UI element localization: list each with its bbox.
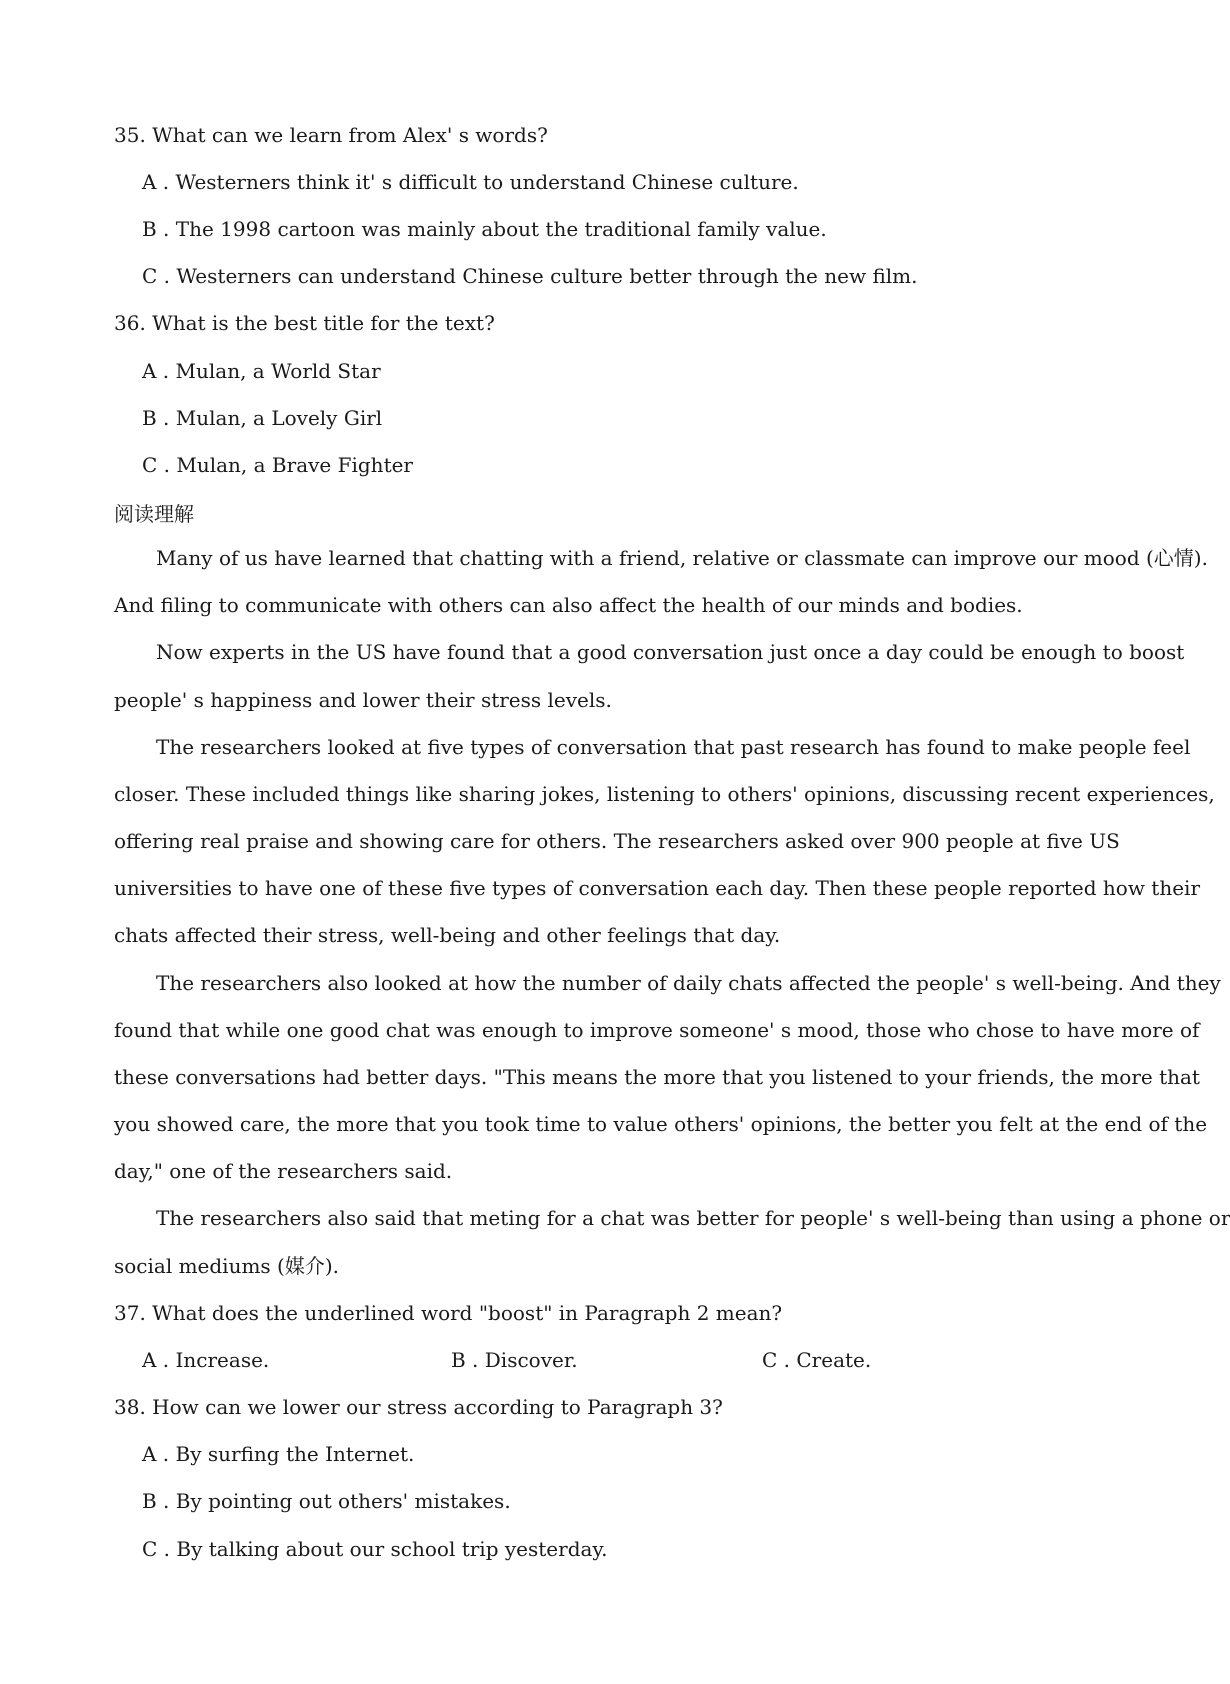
question-37-stem: 37. What does the underlined word "boost" in Paragraph 2 mean? [114,1301,783,1325]
question-37-option-b: B . Discover. [451,1348,578,1372]
passage-line: people' s happiness and lower their stress levels. [114,688,612,712]
question-35-stem: 35. What can we learn from Alex' s words? [114,123,548,147]
passage-line: day," one of the researchers said. [114,1159,453,1183]
question-37-option-a: A . Increase. [142,1348,270,1372]
question-36-option-c: C . Mulan, a Brave Fighter [142,453,413,477]
passage-line: Many of us have learned that chatting with a friend, relative or classmate can improve our mood (心情). [156,546,1208,570]
passage-line: social mediums (媒介). [114,1254,340,1278]
passage-line: these conversations had better days. "This means the more that you listened to your friends, the more that [114,1065,1200,1089]
passage-line: The researchers also looked at how the number of daily chats affected the people' s well-being. And they [156,971,1221,995]
passage-line: offering real praise and showing care for others. The researchers asked over 900 people at five US [114,829,1120,853]
question-36-option-a: A . Mulan, a World Star [142,359,381,383]
question-35-option-b: B . The 1998 cartoon was mainly about the traditional family value. [142,217,827,241]
question-38-option-a: A . By surfing the Internet. [142,1442,415,1466]
question-37-options [142,1346,1084,1374]
passage-line: The researchers looked at five types of conversation that past research has found to make people feel [156,735,1191,759]
question-36-option-b: B . Mulan, a Lovely Girl [142,406,383,430]
section-heading: 阅读理解 [114,502,194,526]
passage-line: universities to have one of these five types of conversation each day. Then these people reported how their [114,876,1201,900]
question-38-stem: 38. How can we lower our stress according to Paragraph 3? [114,1395,723,1419]
question-35-option-a: A . Westerners think it' s difficult to understand Chinese culture. [142,170,799,194]
passage-line: found that while one good chat was enough to improve someone' s mood, those who chose to have more of [114,1018,1200,1042]
question-37-option-c: C . Create. [762,1348,872,1372]
passage-line: Now experts in the US have found that a good conversation just once a day could be enough to boost [156,640,1185,664]
question-36-stem: 36. What is the best title for the text? [114,311,495,335]
passage-line: The researchers also said that meting for a chat was better for people' s well-being than using a phone or [156,1206,1230,1230]
question-38-option-c: C . By talking about our school trip yesterday. [142,1537,608,1561]
question-35-option-c: C . Westerners can understand Chinese culture better through the new film. [142,264,918,288]
passage-line: chats affected their stress, well-being and other feelings that day. [114,923,781,947]
passage-line: And filing to communicate with others can also affect the health of our minds and bodies. [114,593,1023,617]
question-38-option-b: B . By pointing out others' mistakes. [142,1489,511,1513]
passage-line: closer. These included things like sharing jokes, listening to others' opinions, discussing recent experiences, [114,782,1215,806]
passage-line: you showed care, the more that you took time to value others' opinions, the better you felt at the end of the [114,1112,1208,1136]
